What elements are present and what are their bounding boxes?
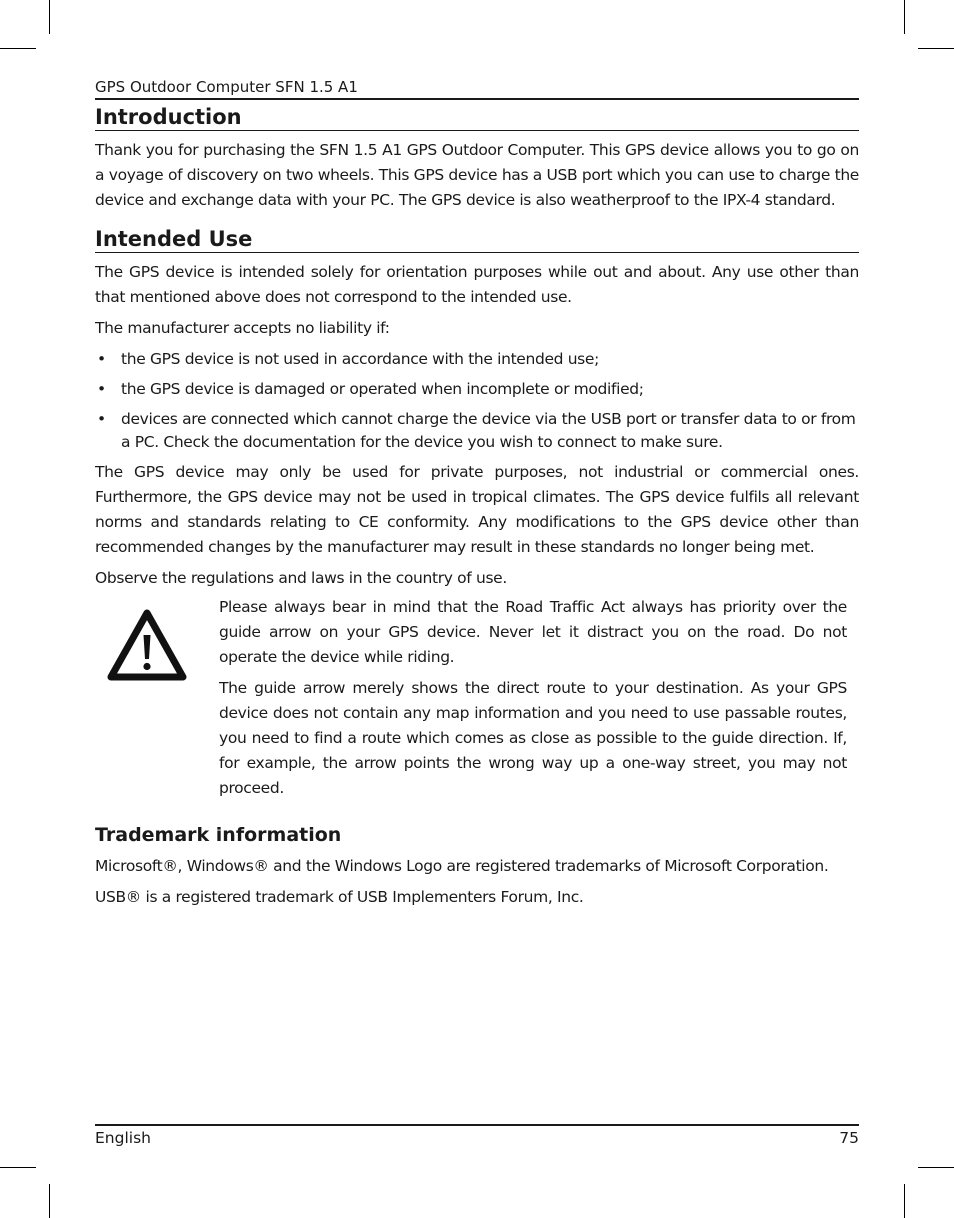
introduction-paragraph: Thank you for purchasing the SFN 1.5 A1 GPS Outdoor Computer. This GPS device allows you to go on a voyage of discovery on two wheels. This GPS device has a USB port which you can use to charge the device and exchange data with your PC. The GPS device is also weatherproof to the IPX-4 standard. — [95, 141, 859, 209]
footer-language: English — [95, 1129, 151, 1147]
crop-mark — [0, 1167, 36, 1168]
bullet-icon: • — [97, 380, 106, 398]
warning-block — [95, 595, 859, 801]
intended-use-heading: Intended Use — [95, 226, 859, 253]
page-content — [95, 104, 859, 910]
warning-triangle-icon — [107, 609, 187, 681]
crop-mark — [0, 48, 36, 49]
bullet-icon: • — [97, 350, 106, 368]
bullet-icon: • — [97, 410, 106, 428]
crop-mark — [904, 0, 905, 34]
trademark-paragraph: USB® is a registered trademark of USB Implementers Forum, Inc. — [95, 888, 584, 906]
crop-mark — [49, 1184, 50, 1218]
crop-mark — [918, 48, 954, 49]
crop-mark — [918, 1167, 954, 1168]
crop-mark — [49, 0, 50, 34]
usage-restrictions-paragraph: The GPS device may only be used for private purposes, not industrial or commercial ones. Furthermore, the GPS device may not be used in tropical climates. The GPS device fulfils all relevant norms and standards relating to CE conformity. Any modifications to the GPS device other than recommended changes by the manufacturer may result in these standards no longer being met. — [95, 463, 859, 556]
trademark-heading: Trademark information — [95, 824, 342, 846]
running-footer — [95, 1124, 859, 1150]
warning-text — [219, 595, 847, 801]
regulations-paragraph: Observe the regulations and laws in the country of use. — [95, 569, 507, 587]
list-item: • the GPS device is not used in accordance with the intended use; — [95, 348, 859, 371]
crop-mark — [904, 1184, 905, 1218]
liability-list — [95, 348, 859, 454]
warning-paragraph: The guide arrow merely shows the direct route to your destination. As your GPS device does not contain any map information and you need to use passable routes, you need to find a route which comes as close as possible to the guide direction. If, for example, the arrow points the wrong way up a one-way street, you may not proceed. — [219, 679, 847, 797]
list-item: • the GPS device is damaged or operated when incomplete or modified; — [95, 378, 859, 401]
intended-use-paragraph: The GPS device is intended solely for orientation purposes while out and about. Any use other than that mentioned above does not correspond to the intended use. — [95, 263, 859, 306]
introduction-heading: Introduction — [95, 104, 859, 131]
liability-intro: The manufacturer accepts no liability if: — [95, 319, 390, 337]
page-number: 75 — [839, 1129, 859, 1147]
list-item: • devices are connected which cannot charge the device via the USB port or transfer data to or from a PC. Check the documentation for the device you wish to connect to make sure. — [97, 410, 856, 451]
warning-paragraph: Please always bear in mind that the Road Traffic Act always has priority over the guide arrow on your GPS device. Never let it distract you on the road. Do not operate the device while riding. — [219, 598, 847, 666]
running-header: GPS Outdoor Computer SFN 1.5 A1 — [95, 77, 859, 100]
trademark-paragraph: Microsoft®, Windows® and the Windows Logo are registered trademarks of Microsoft Corporation. — [95, 857, 829, 875]
